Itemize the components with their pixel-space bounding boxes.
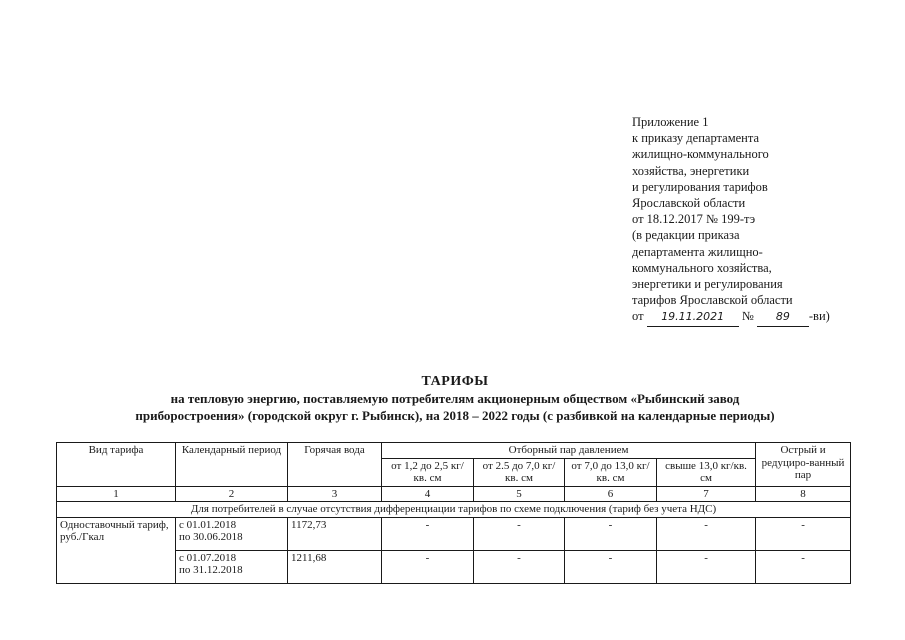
period-from: с 01.01.2018 xyxy=(179,518,237,531)
column-number: 4 xyxy=(382,486,474,502)
header-steam-1: от 1,2 до 2,5 кг/кв. см xyxy=(382,458,474,486)
column-number: 2 xyxy=(176,486,288,502)
order-suffix: -ви) xyxy=(808,309,830,324)
period-cell xyxy=(176,550,288,583)
appendix-line: Ярославской области xyxy=(632,196,746,211)
sharp-steam-value: - xyxy=(756,550,851,583)
order-prefix: от xyxy=(632,309,644,324)
steam-2-value: - xyxy=(474,550,565,583)
steam-4-value: - xyxy=(657,550,756,583)
appendix-line: департамента жилищно- xyxy=(632,244,763,259)
column-number-row xyxy=(57,486,851,502)
column-number: 5 xyxy=(474,486,565,502)
column-number: 7 xyxy=(657,486,756,502)
period-cell xyxy=(176,517,288,550)
steam-3-value: - xyxy=(565,517,657,550)
document-subtitle-line-2: приборостроения» (городской округ г. Рыбинск), на 2018 – 2022 годы (с разбивкой на календарные периоды) xyxy=(135,408,775,423)
section-row xyxy=(57,502,851,518)
header-sharp-steam: Острый и редуциро-ванный пар xyxy=(756,443,851,487)
column-number: 6 xyxy=(565,486,657,502)
sharp-steam-value: - xyxy=(756,517,851,550)
order-date-handwritten: 19.11.2021 xyxy=(647,309,739,326)
appendix-line: от 18.12.2017 № 199-тэ xyxy=(632,212,756,227)
period-to: по 30.06.2018 xyxy=(179,531,243,543)
table-row xyxy=(57,550,851,583)
header-row-1 xyxy=(57,443,851,459)
hot-water-price: 1211,68 xyxy=(288,550,382,583)
column-number: 8 xyxy=(756,486,851,502)
header-tariff-type: Вид тарифа xyxy=(57,443,176,487)
tariff-name: Одноставочный тариф, руб./Гкал xyxy=(57,517,176,583)
appendix-order-line xyxy=(632,308,892,326)
header-period: Календарный период xyxy=(176,443,288,487)
appendix-line: энергетики и регулирования xyxy=(632,277,783,292)
header-hot-water: Горячая вода xyxy=(288,443,382,487)
column-number: 3 xyxy=(288,486,382,502)
document-title: ТАРИФЫ xyxy=(421,374,489,389)
header-steam-3: от 7,0 до 13,0 кг/кв. см xyxy=(565,458,657,486)
header-steam-group: Отборный пар давлением xyxy=(382,443,756,459)
steam-4-value: - xyxy=(657,517,756,550)
period-to: по 31.12.2018 xyxy=(179,564,243,576)
steam-1-value: - xyxy=(382,517,474,550)
appendix-block xyxy=(632,114,892,327)
steam-2-value: - xyxy=(474,517,565,550)
section-title: Для потребителей в случае отсутствия дифференциации тарифов по схеме подключения (тариф без учета НДС) xyxy=(57,502,851,518)
order-number-handwritten: 89 xyxy=(757,309,809,326)
header-steam-4: свыше 13,0 кг/кв. см xyxy=(657,458,756,486)
table-row xyxy=(57,517,851,550)
appendix-line: жилищно-коммунального xyxy=(632,147,769,162)
appendix-line: и регулирования тарифов xyxy=(632,179,768,194)
appendix-line: коммунального хозяйства, xyxy=(632,260,772,275)
appendix-line: хозяйства, энергетики xyxy=(632,163,750,178)
appendix-line: (в редакции приказа xyxy=(632,228,740,243)
header-steam-2: от 2.5 до 7,0 кг/кв. см xyxy=(474,458,565,486)
steam-1-value: - xyxy=(382,550,474,583)
appendix-line: Приложение 1 xyxy=(632,115,709,129)
period-from: с 01.07.2018 xyxy=(179,551,237,564)
document-title-block xyxy=(60,373,850,424)
tariffs-table xyxy=(56,442,851,584)
order-number-label: № xyxy=(741,309,754,324)
steam-3-value: - xyxy=(565,550,657,583)
column-number: 1 xyxy=(57,486,176,502)
document-subtitle-line-1: на тепловую энергию, поставляемую потребителям акционерным обществом «Рыбинский завод xyxy=(170,391,740,406)
appendix-line: к приказу департамента xyxy=(632,131,760,146)
appendix-line: тарифов Ярославской области xyxy=(632,293,793,308)
hot-water-price: 1172,73 xyxy=(288,517,382,550)
